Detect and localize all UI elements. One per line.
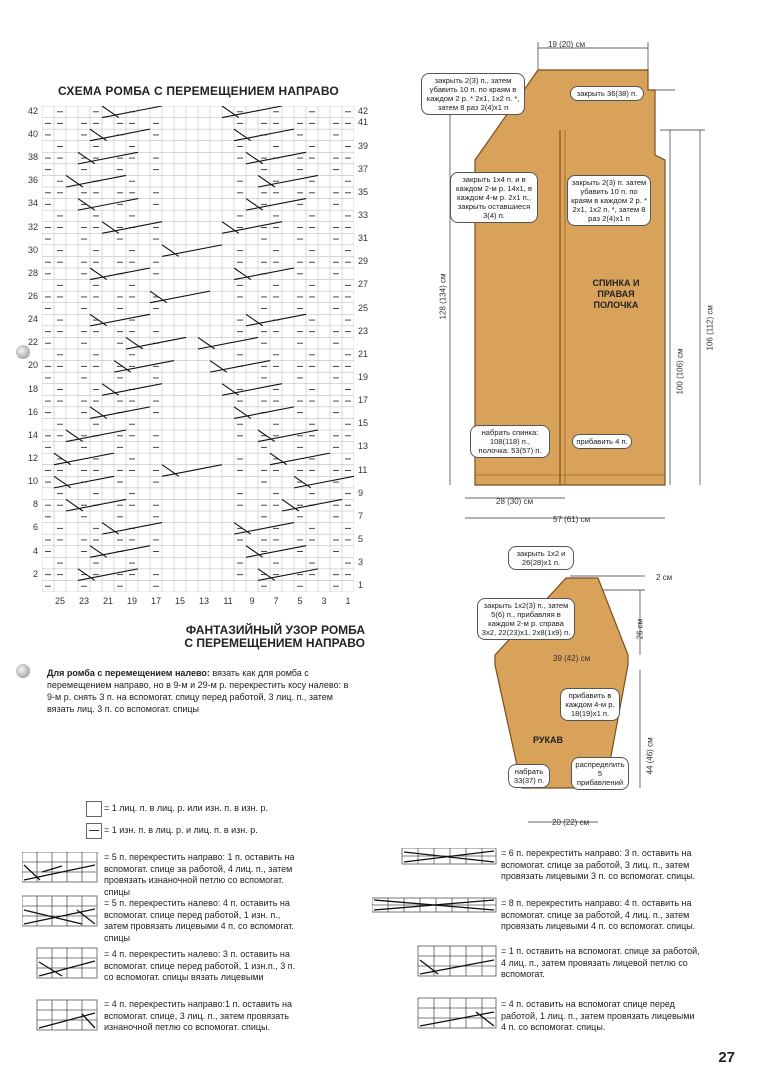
back-note-6: прибавить 4 п.	[572, 434, 632, 449]
sleeve-cuff: 20 (22) см	[552, 818, 590, 827]
row-number: 40	[27, 128, 38, 139]
sleeve-note-5: распределить 5 прибавлений	[571, 757, 629, 790]
legend-left-symbols	[22, 852, 98, 1036]
back-height-mid: 100 (106) см	[675, 348, 685, 395]
page-number: 27	[718, 1049, 735, 1066]
back-note-3: закрыть 1х4 п. и в каждом 2-м р. 14х1, в каждом 4-м р. 2х1 п., закрыть оставшиеся 3(4) п.	[450, 172, 538, 223]
sleeve-top-gap: 2 см	[656, 573, 673, 582]
knitting-chart	[42, 106, 354, 592]
row-number: 4	[32, 545, 38, 556]
row-number: 7	[358, 510, 364, 521]
bullet-icon	[16, 345, 30, 359]
back-bottom-half: 28 (30) см	[496, 497, 534, 506]
row-number: 12	[27, 452, 38, 463]
legend-l1: = 5 п. перекрестить направо: 1 п. оставить на вспомогат. спице за работой, 4 лиц. п., затем провязать изнаночной петлю со вспомогат. спицы	[104, 852, 295, 897]
column-number: 13	[198, 596, 209, 606]
fancy-pattern-title	[150, 624, 365, 650]
row-number: 13	[358, 441, 369, 452]
back-height-left: 128 (134) см	[438, 273, 448, 320]
row-number: 39	[358, 140, 369, 151]
row-number: 8	[32, 499, 38, 510]
row-number: 20	[27, 360, 38, 371]
sleeve-width: 39 (42) см	[553, 654, 591, 663]
row-number: 17	[358, 395, 369, 406]
row-number: 22	[27, 337, 38, 348]
sleeve-cap-height: 26 см	[635, 618, 645, 640]
row-number: 29	[358, 256, 369, 267]
row-number: 18	[27, 383, 38, 394]
bullet-icon	[16, 664, 30, 678]
legend-dash-text: = 1 изн. п. в лиц. р. и лиц. п. в изн. р.	[104, 825, 258, 835]
row-number: 1	[358, 580, 364, 591]
row-number: 41	[358, 117, 369, 128]
row-number: 10	[27, 476, 38, 487]
column-number: 19	[126, 596, 137, 606]
note-bold: Для ромба с перемещением налево:	[47, 668, 210, 678]
column-number: 9	[249, 596, 255, 606]
legend-r1: = 6 п. перекрестить направо: 3 п. оставить на вспомогат. спице за работой, 3 лиц. п., затем провязать лицевыми 3 п. со вспомогат. спицы.	[501, 848, 696, 881]
back-note-1: закрыть 2(3) п., затем убавить 10 п. по краям в каждом 2 р. * 2х1, 1х2 п. *, затем 8 раз 2(4)х1 п	[421, 73, 525, 115]
back-note-4: закрыть 2(3) п. затем убавить 10 п. по краям в каждом 2 р. * 2х1, 1х2 п. *, затем 8 раз 2(4)х1 п	[567, 175, 651, 226]
row-number: 31	[358, 233, 369, 244]
row-number: 15	[358, 418, 369, 429]
row-number: 6	[32, 522, 38, 533]
row-number: 19	[358, 371, 369, 382]
legend-r3: = 1 п. оставить на вспомогат. спице за работой, 4 лиц. п., затем провязать лицевой петлю со вспомогат.	[501, 946, 700, 979]
left-diamond-note	[47, 667, 357, 715]
column-number: 21	[102, 596, 113, 606]
column-number: 15	[174, 596, 185, 606]
row-number: 11	[358, 464, 368, 475]
legend-r2: = 8 п. перекрестить направо: 4 п. оставить на вспомогат. спице за работой, 4 лиц. п., затем провязать лицевыми 4 п. со вспомогат. спицы.	[501, 898, 696, 931]
row-number: 42	[27, 105, 38, 116]
back-bottom-full: 57 (61) см	[553, 515, 591, 524]
row-number: 42	[358, 105, 369, 116]
legend-empty-text: = 1 лиц. п. в лиц. р. или изн. п. в изн. р.	[104, 803, 269, 813]
row-number: 28	[27, 267, 38, 278]
row-number: 32	[27, 221, 38, 232]
legend-l4: = 4 п. перекрестить направо:1 п. оставить на вспомогат. спице, 3 лиц. п., затем провязать изнаночной петлю со вспомогат. спицы.	[104, 999, 292, 1032]
row-number: 25	[358, 302, 369, 313]
row-number: 23	[358, 325, 369, 336]
sleeve-note-1: закрыть 1х2 и 26(28)х1 п.	[508, 546, 574, 570]
column-number: 1	[345, 596, 351, 606]
sleeve-lower-height: 44 (46) см	[645, 737, 655, 775]
chart-grid-svg	[42, 106, 354, 592]
row-number: 37	[358, 163, 369, 174]
row-number: 35	[358, 186, 369, 197]
column-number: 17	[150, 596, 161, 606]
sleeve-note-4: набрать 33(37) п.	[508, 764, 550, 788]
fancy-title-line2: С ПЕРЕМЕЩЕНИЕМ НАПРАВО	[184, 636, 365, 650]
legend-dash-symbol	[86, 823, 102, 839]
back-note-2: закрыть 36(38) п.	[570, 86, 644, 101]
chart-title: СХЕМА РОМБА С ПЕРЕМЕЩЕНИЕМ НАПРАВО	[58, 84, 339, 98]
column-number: 5	[297, 596, 303, 606]
legend-r4: = 4 п. оставить на вспомогат спице перед работой, 1 лиц. п., затем провязать лицевыми 4 п. со вспомогат. спицы.	[501, 999, 695, 1032]
row-number: 36	[27, 175, 38, 186]
row-number: 27	[358, 279, 369, 290]
row-number: 16	[27, 406, 38, 417]
back-height-right: 106 (112) см	[705, 305, 715, 351]
row-number: 24	[27, 314, 38, 325]
row-number: 2	[32, 568, 38, 579]
sleeve-label: РУКАВ	[533, 735, 563, 745]
back-label: СПИНКА И ПРАВАЯ ПОЛОЧКА	[592, 278, 640, 310]
row-number: 38	[27, 152, 38, 163]
row-number: 26	[27, 290, 38, 301]
row-number: 3	[358, 557, 364, 568]
column-number: 25	[54, 596, 65, 606]
sleeve-note-3: прибавить в каждом 4-м р. 18(19)х1 п.	[560, 688, 620, 721]
legend-empty-symbol	[86, 801, 102, 817]
back-top-width: 19 (20) см	[548, 40, 586, 49]
column-number: 7	[273, 596, 279, 606]
note-text: вязать как для ромба с перемещением направо, но в 9-м и 29-м р. перекрестить косу налево: в 9-м р. снять 3 п. на вспомогат. спицу перед работой, 3 лиц. п., затем вязать лиц. 3 п. со вспомогат. спицы	[47, 668, 349, 714]
column-number: 11	[223, 596, 233, 606]
row-number: 21	[358, 348, 369, 359]
sleeve-note-2: закрыть 1х2(3) п., затем 5(6) п., прибавляя в каждом 2-м р. справа 3х2, 22(23)х1, 2х8(1х9) п.	[477, 598, 575, 640]
back-note-5: набрать спинка: 108(118) п., полочка: 53(57) п.	[470, 425, 550, 458]
legend-l2: = 5 п. перекрестить налево: 4 п. оставить на вспомогат. спице перед работой, 1 изн. п., затем провязать лицевыми 4 п. со вспомогат. спицы	[104, 898, 294, 943]
row-number: 34	[27, 198, 38, 209]
column-number: 3	[321, 596, 327, 606]
column-number: 23	[78, 596, 89, 606]
legend-l3: = 4 п. перекрестить налево: 3 п. оставить на вспомогат. спице перед работой, 1 изн.п., 3 п. со вспомогат. спицы вязать лицевыми	[104, 949, 296, 982]
row-number: 33	[358, 209, 369, 220]
row-number: 5	[358, 533, 364, 544]
row-number: 9	[358, 487, 364, 498]
row-number: 14	[27, 429, 38, 440]
row-number: 30	[27, 244, 38, 255]
fancy-title-line1: ФАНТАЗИЙНЫЙ УЗОР РОМБА	[185, 623, 365, 637]
legend-right-symbols	[372, 848, 498, 1032]
